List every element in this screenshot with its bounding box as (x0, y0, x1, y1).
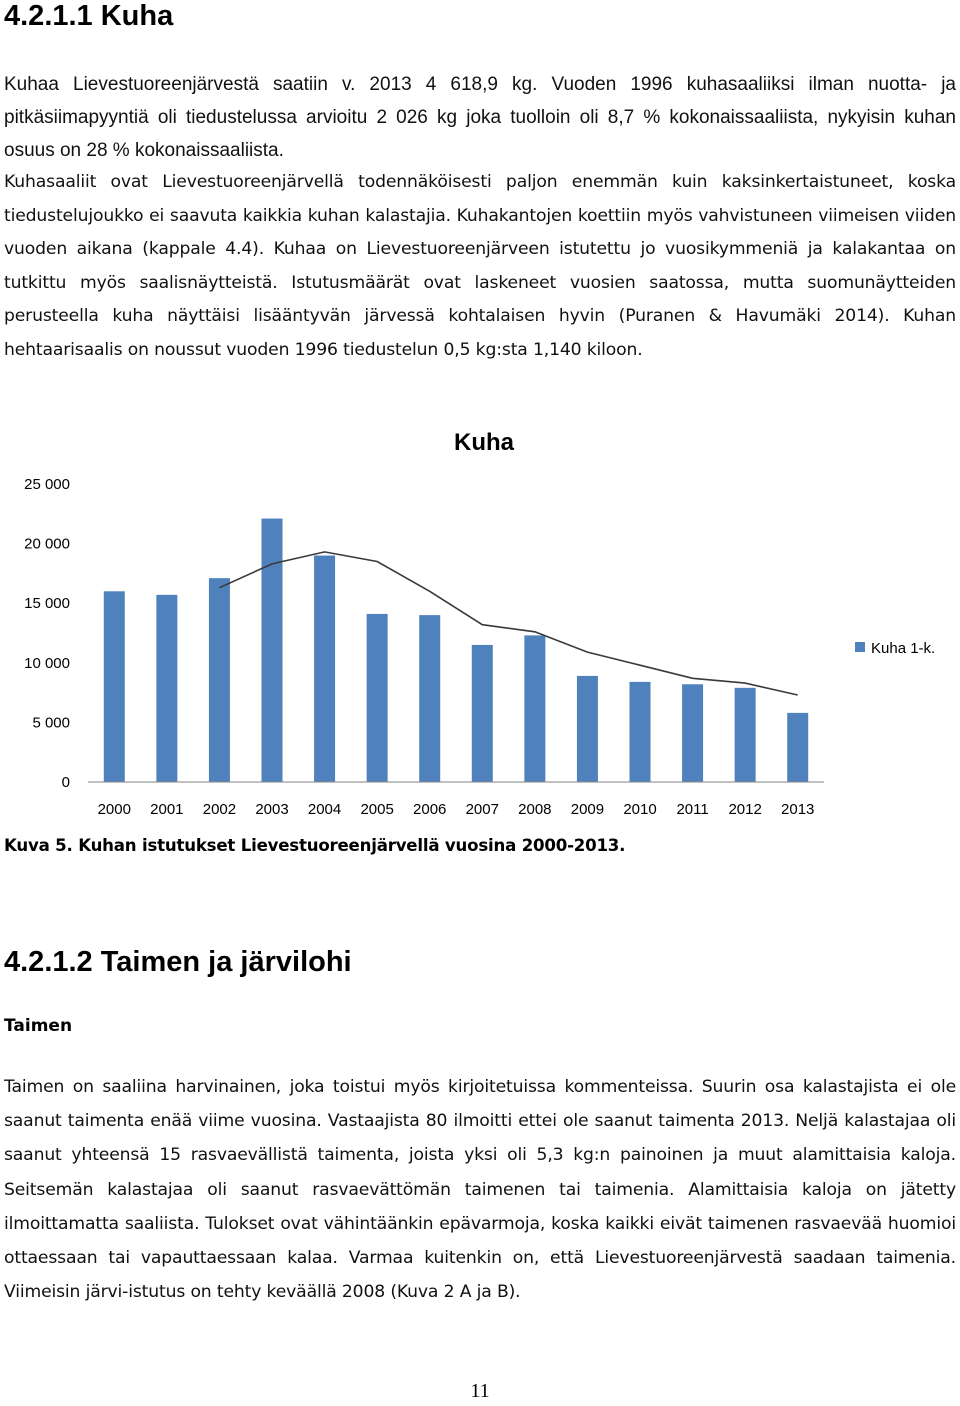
chart-title: Kuha (454, 429, 514, 456)
bar (524, 635, 545, 782)
x-tick-label: 2010 (623, 801, 657, 818)
x-tick-label: 2003 (255, 801, 289, 818)
x-tick-label: 2000 (97, 801, 131, 818)
y-tick-label: 5 000 (32, 714, 70, 732)
kuha-paragraph-1: Kuhaa Lievestuoreenjärvestä saatiin v. 2013 4 618,9 kg. Vuoden 1996 kuhasaaliiksi ilman nuotta- ja pitkäsiimapyyntiä oli tiedustelussa arvioitu 2 026 kg joka tuolloin oli 8,7 % kokonaissaaliista, nykyisin kuhan osuus on 28 % kokonaissaaliista. (4, 74, 956, 161)
x-tick-label: 2006 (413, 801, 447, 818)
legend-swatch (855, 642, 865, 652)
x-tick-label: 2007 (465, 801, 499, 818)
section-heading-kuha: 4.2.1.1 Kuha (4, 0, 174, 32)
y-tick-label: 0 (61, 774, 70, 791)
bar (314, 556, 335, 782)
x-tick-label: 2013 (781, 801, 815, 818)
trendline (219, 552, 797, 695)
bar (419, 615, 440, 782)
y-axis (24, 476, 70, 791)
bar (577, 676, 598, 782)
y-tick-label: 25 000 (24, 476, 70, 493)
y-tick-label: 10 000 (24, 654, 70, 672)
bar (682, 684, 703, 782)
x-tick-label: 2005 (360, 801, 394, 818)
x-axis (98, 801, 815, 818)
kuha-paragraph-2: Kuhasaaliit ovat Lievestuoreenjärvellä todennäköisesti paljon enemmän kuin kaksinkertaistuneet, koska tiedustelujoukko ei saavuta kaikkia kuhan kalastajia. Kuhakantojen koettiin myös vahvistuneen viimeisen viiden vuoden aikana (kappale 4.4). Kuhaa on Lievestuoreenjärveen istutettu jo vuosikymmeniä ja kalakantaa on tutkittu myös saalisnäytteistä. Istutusmäärät ovat laskeneet vuosien saatossa, mutta suomunäytteiden perusteella kuha näyttäisi lisääntyvän järvessä kohtalaisen hyvin (Puranen & Havumäki 2014). Kuhan hehtaarisaalis on noussut vuoden 1996 tiedustelun 0,5 kg:sta 1,140 kiloon. (4, 172, 956, 360)
x-tick-label: 2011 (676, 801, 709, 818)
section-heading-taimen: 4.2.1.2 Taimen ja järvilohi (4, 946, 352, 978)
legend (855, 640, 935, 657)
page-number: 11 (470, 1380, 490, 1402)
legend-label: Kuha 1-k. (871, 640, 936, 657)
bar (104, 591, 125, 782)
x-tick-label: 2004 (307, 801, 342, 818)
subheading-taimen: Taimen (4, 1016, 73, 1036)
y-tick-label: 20 000 (24, 535, 70, 553)
x-tick-label: 2008 (518, 801, 552, 818)
taimen-paragraph: Taimen on saaliina harvinainen, joka toistui myös kirjoitetuissa kommenteissa. Suurin osa kalastajista ei ole saanut taimenta enää viime vuosina. Vastaajista 80 ilmoitti ettei ole saanut taimenta 2013. Neljä kalastajaa oli saanut yhteensä 15 rasvaevällistä taimenta, joista yksi oli 5,3 kg:n painoinen ja muut alamittaisia kaloja. Seitsemän kalastajaa oli saanut rasvaevättömän taimenen tai taimenia. Alamittaisia kaloja on jätetty ilmoittamatta saaliista. Tulokset ovat vähintäänkin epävarmoja, koska kaikki eivät taimenen rasvaevää huomioi ottaessaan tai vapauttaessaan kalaa. Varmaa kuitenkin on, että Lievestuoreenjärvestä saadaan taimenia. Viimeisin järvi-istutus on tehty keväällä 2008 (Kuva 2 A ja B). (4, 1077, 956, 1303)
x-tick-label: 2002 (202, 801, 237, 818)
kuha-chart (0, 418, 960, 828)
bar (367, 614, 388, 782)
x-tick-label: 2009 (570, 801, 605, 818)
bar (209, 578, 230, 782)
figure-caption: Kuva 5. Kuhan istutukset Lievestuoreenjärvellä vuosina 2000-2013. (4, 836, 626, 855)
bar (735, 688, 756, 782)
bar (156, 595, 177, 782)
bar (787, 713, 808, 782)
bar (262, 519, 283, 782)
x-tick-label: 2001 (150, 801, 184, 818)
y-tick-label: 15 000 (24, 595, 70, 613)
bar (630, 682, 651, 782)
kuha-chart-svg (0, 418, 960, 828)
trendline-path (219, 552, 797, 695)
x-tick-label: 2012 (728, 801, 762, 818)
bar-series (104, 519, 808, 782)
bar (472, 645, 493, 782)
